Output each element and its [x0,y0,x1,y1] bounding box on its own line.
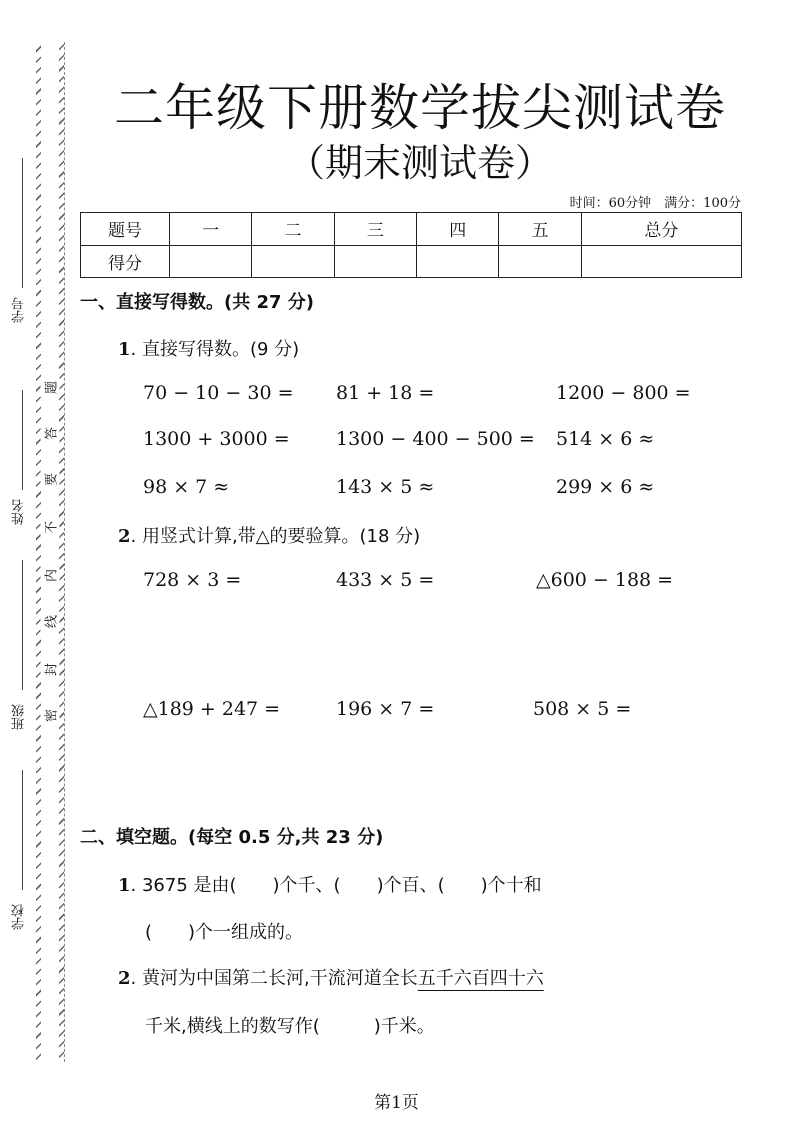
section2-q1-line2: ( )个一组成的。 [145,922,304,943]
page-title: 二年级下册数学拔尖测试卷 [114,79,726,137]
q-number: 2 [118,526,131,547]
score-row-label: 得分 [81,245,170,278]
q-number: 1 [118,875,131,896]
expression: 196 × 7 = [336,698,435,720]
section2-q2 [118,964,544,990]
page-subtitle: （期末测试卷） [286,141,553,185]
expression: 728 × 3 = [143,569,242,591]
name-label: 姓名 [12,499,27,525]
seal-char: 要 [41,470,60,490]
expression: △189 + 247 = [143,698,281,720]
score-cell[interactable] [252,245,334,278]
score-table-header-row [81,213,742,246]
seal-char: 封 [41,660,60,680]
expression: 98 × 7 ≈ [143,476,230,498]
school-line [22,770,23,890]
q-number: 1 [118,339,131,360]
q-number: 2 [118,968,131,989]
section1-q1 [118,335,299,361]
score-header-cell: 三 [334,213,416,246]
expression: 433 × 5 = [336,569,435,591]
q-text: . 直接写得数。(9 分) [130,339,300,360]
section2-q2-line2: 千米,横线上的数写作( )千米。 [145,1016,435,1037]
q-text: . 用竖式计算,带△的要验算。(18 分) [130,526,421,547]
score-cell[interactable] [499,245,581,278]
score-header-cell: 题号 [81,213,170,246]
cut-line [64,42,65,1062]
score-header-cell: 五 [499,213,581,246]
seal-char: 题 [41,378,60,398]
section2-title: 二、填空题。(每空 0.5 分,共 23 分) [80,827,384,848]
score-header-cell: 二 [252,213,334,246]
expression: 143 × 5 ≈ [336,476,435,498]
score-cell[interactable] [581,245,741,278]
seal-char: 线 [41,612,60,632]
student-id-label: 学号 [12,297,27,323]
expression: 81 + 18 = [336,382,435,404]
score-header-cell: 总分 [581,213,741,246]
score-header-cell: 四 [417,213,499,246]
section1-q2 [118,522,420,548]
score-cell[interactable] [334,245,416,278]
seal-char: 不 [41,518,60,538]
class-label: 班级 [12,704,27,730]
name-line [22,390,23,490]
q-text: . 3675 是由( )个千、( )个百、( )个十和 [130,875,542,896]
expression: 1200 − 800 = [556,382,691,404]
expression: 299 × 6 ≈ [556,476,655,498]
expression: 508 × 5 = [533,698,632,720]
score-cell[interactable] [170,245,252,278]
page-number: 第1页 [374,1093,419,1113]
score-table [80,212,742,278]
section2-q1 [118,871,542,897]
expression: 70 − 10 − 30 = [143,382,294,404]
seal-char: 密 [41,706,60,726]
underlined-number-text: 五千六百四十六 [417,968,544,989]
expression: 1300 + 3000 = [143,428,290,450]
score-header-cell: 一 [170,213,252,246]
score-table-score-row [81,245,742,278]
expression: △600 − 188 = [536,569,674,591]
expression: 514 × 6 ≈ [556,428,655,450]
seal-char: 答 [41,424,60,444]
expression: 1300 − 400 − 500 = [336,428,535,450]
score-cell[interactable] [417,245,499,278]
class-line [22,560,23,690]
q-text: . 黄河为中国第二长河,干流河道全长 [130,968,418,989]
section1-title: 一、直接写得数。(共 27 分) [80,292,315,313]
exam-meta: 时间：60分钟 满分：100分 [569,196,741,211]
seal-char: 内 [41,566,60,586]
student-id-line [22,158,23,288]
school-label: 学校 [12,904,27,930]
binding-strip [41,42,59,1062]
